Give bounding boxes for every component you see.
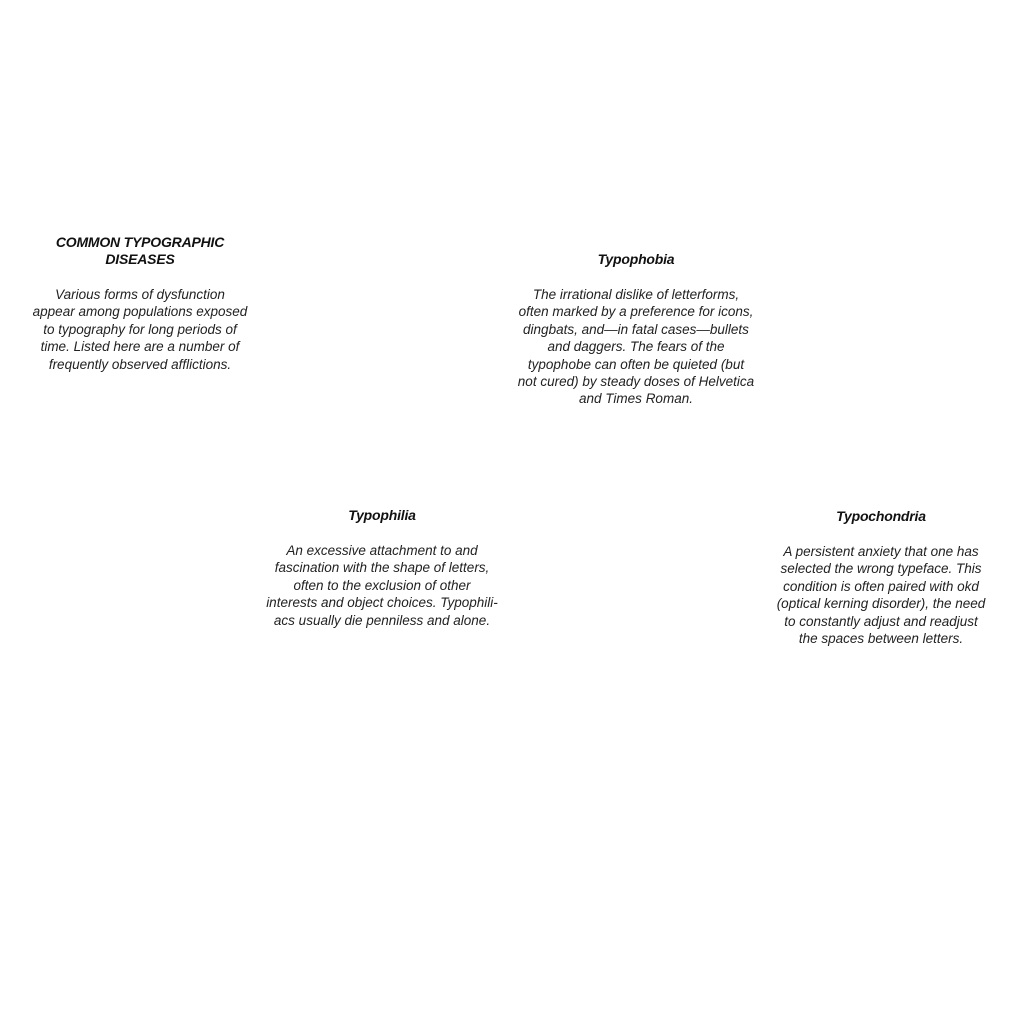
typophobia-body-line: not cured) by steady doses of Helvetica (517, 374, 755, 390)
typochondria-body-line: selected the wrong typeface. This (780, 561, 982, 577)
typophobia-section (500, 251, 772, 408)
typochondria-body-line: condition is often paired with okd (783, 578, 979, 594)
typochondria-title: Typochondria (836, 508, 926, 524)
typochondria-body-line: the spaces between letters. (798, 631, 964, 647)
intro-body-line: appear among populations exposed (32, 304, 248, 320)
intro-title (20, 234, 260, 268)
typophobia-body-line: The irrational dislike of letterforms, (532, 287, 740, 302)
intro-body-line: Various forms of dysfunction (55, 287, 225, 302)
typophilia-body-line: An excessive attachment to and (286, 543, 478, 558)
typophobia-body-line: typophobe can often be quieted (but (527, 356, 745, 372)
intro-section (20, 234, 260, 373)
intro-body-line: to typography for long periods of (43, 321, 237, 337)
typophobia-title: Typophobia (597, 251, 675, 267)
typophilia-title: Typophilia (348, 507, 416, 523)
typophilia-section (246, 507, 518, 629)
intro-body-line: time. Listed here are a number of (40, 339, 240, 355)
typophilia-body-line: acs usually die penniless and alone. (273, 612, 491, 628)
typophobia-body-line: dingbats, and—in fatal cases—bullets (523, 321, 749, 337)
intro-title-line: DISEASES (105, 251, 175, 267)
typophobia-body-line: often marked by a preference for icons, (518, 304, 754, 320)
typophobia-body (500, 286, 772, 408)
typophilia-body-line: fascination with the shape of letters, (274, 560, 490, 576)
intro-body-line: frequently observed afflictions. (48, 356, 232, 372)
typochondria-body-line: A persistent anxiety that one has (783, 544, 979, 559)
intro-title-line: COMMON TYPOGRAPHIC (55, 234, 225, 250)
typophilia-body-line: interests and object choices. Typophili- (266, 595, 498, 611)
typochondria-body-line: to constantly adjust and readjust (784, 613, 978, 629)
intro-body (20, 286, 260, 373)
typophilia-body (246, 542, 518, 629)
typochondria-section (746, 508, 1016, 647)
typophilia-body-line: often to the exclusion of other (293, 577, 471, 593)
typophobia-body-line: and Times Roman. (579, 391, 693, 407)
typophobia-body-line: and daggers. The fears of the (547, 339, 725, 355)
typochondria-body-line: (optical kerning disorder), the need (776, 596, 986, 612)
typochondria-body (746, 543, 1016, 647)
